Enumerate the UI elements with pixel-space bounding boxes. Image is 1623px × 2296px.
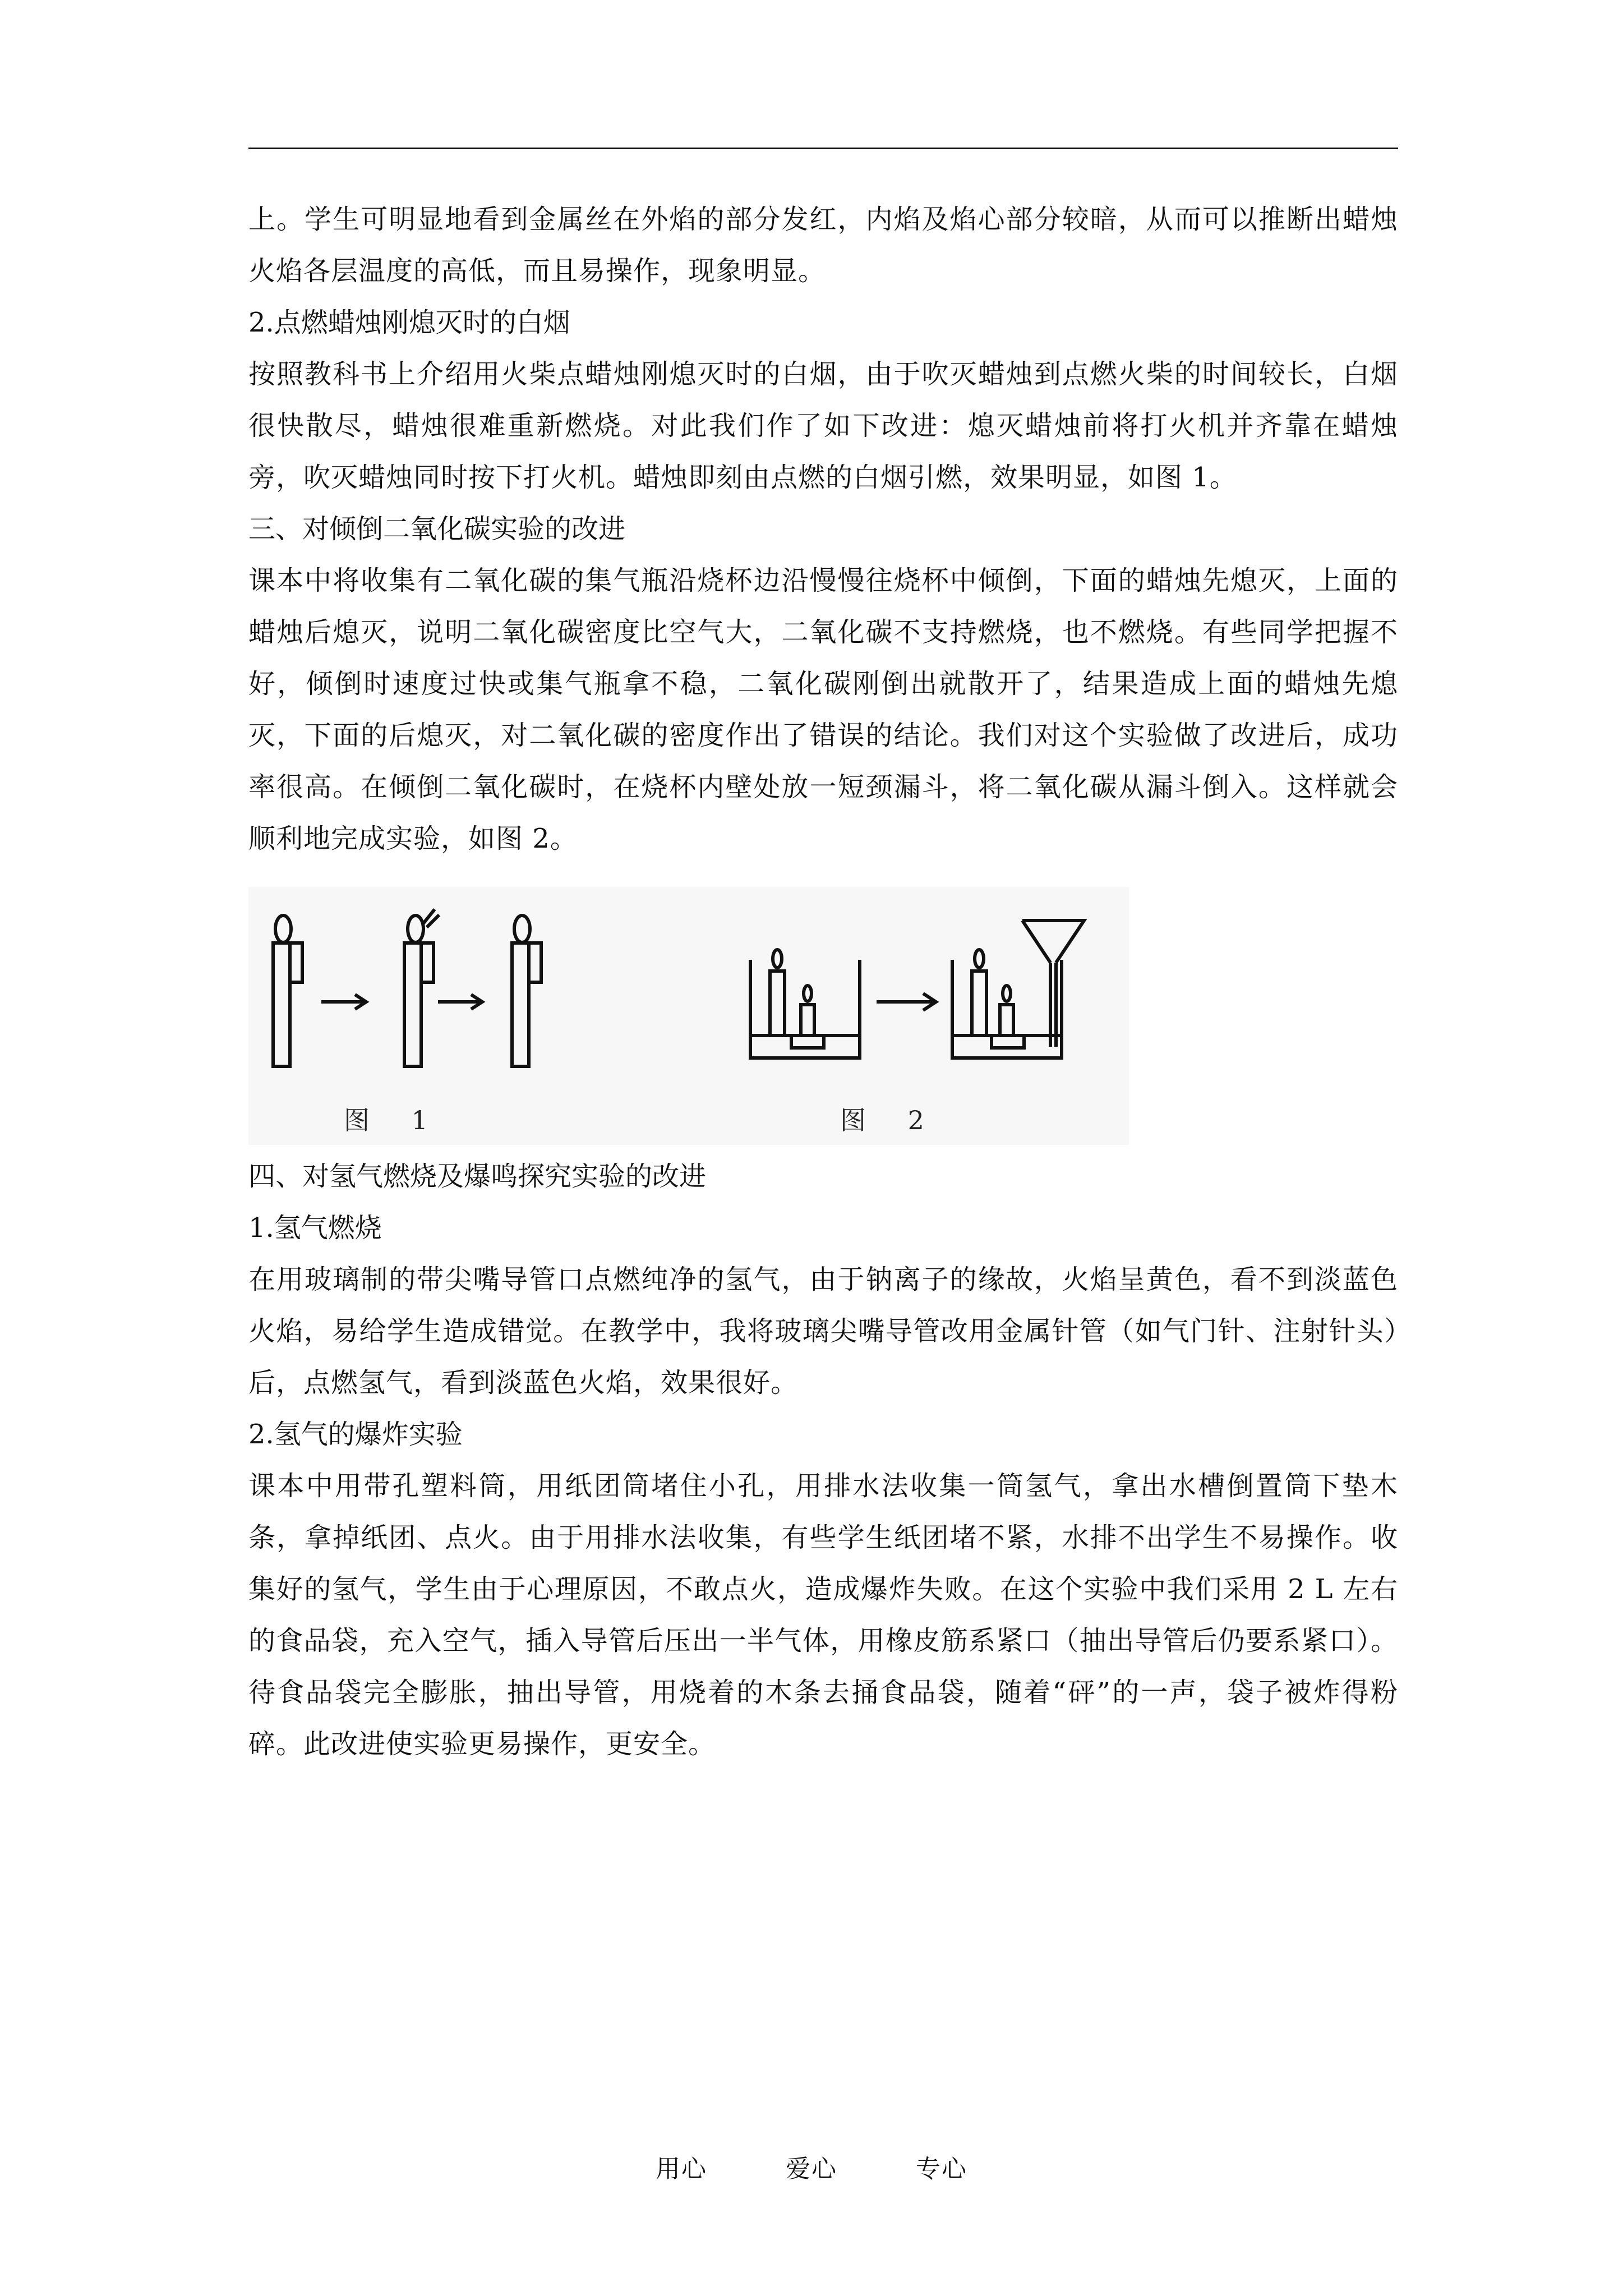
- section-heading-hydrogen: 四、对氢气燃烧及爆鸣探究实验的改进: [248, 1161, 707, 1192]
- paragraph-4: 在用玻璃制的带尖嘴导管口点燃纯净的氢气，由于钠离子的缘故，火焰呈黄色，看不到淡蓝色火焰，易给学生造成错觉。在教学中，我将玻璃尖嘴导管改用金属针管（如气门针、注射针头）后，点燃氢气，看到淡蓝色火焰，效果很好。: [248, 1264, 1398, 1398]
- paragraph-5: 课本中用带孔塑料筒，用纸团筒堵住小孔，用排水法收集一筒氢气，拿出水槽倒置筒下垫木条，拿掉纸团、点火。由于用排水法收集，有些学生纸团堵不紧，水排不出学生不易操作。收集好的氢气，学生由于心理原因，不敢点火，造成爆炸失败。在这个实验中我们采用 2 L 左右的食品袋，充入空气，插入导管后压出一半气体，用橡皮筋系紧口（抽出导管后仍要系紧口）。待食品袋完全膨胀，抽出导管，用烧着的木条去捅食品袋，随着“砰”的一声，袋子被炸得粉碎。此改进使实验更易操作，更安全。: [248, 1470, 1398, 1760]
- figure-2-diagram: [750, 921, 1084, 1058]
- subheading-hydrogen-explosion: 2.氢气的爆炸实验: [248, 1419, 463, 1450]
- paragraph-1: 上。学生可明显地看到金属丝在外焰的部分发红，内焰及焰心部分较暗，从而可以推断出蜡烛火焰各层温度的高低，而且易操作，现象明显。: [248, 204, 1398, 287]
- subheading-white-smoke: 2.点燃蜡烛刚熄灭时的白烟: [248, 307, 570, 338]
- page-footer: [0, 2148, 1623, 2184]
- subheading-hydrogen-burning: 1.氢气燃烧: [248, 1212, 382, 1244]
- footer-item-1: 用心: [656, 2155, 707, 2183]
- figures-1-2: [248, 887, 1129, 1145]
- header-rule: [248, 148, 1398, 149]
- paragraph-2: 按照教科书上介绍用火柴点蜡烛刚熄灭时的白烟，由于吹灭蜡烛到点燃火柴的时间较长，白烟很快散尽，蜡烛很难重新燃烧。对此我们作了如下改进：熄灭蜡烛前将打火机并齐靠在蜡烛旁，吹灭蜡烛同时按下打火机。蜡烛即刻由点燃的白烟引燃，效果明显，如图 1。: [248, 358, 1398, 493]
- footer-item-3: 专心: [916, 2155, 967, 2183]
- figure-1-diagram: [273, 909, 541, 1066]
- section-heading-co2: 三、对倾倒二氧化碳实验的改进: [248, 513, 626, 545]
- figure-1-caption: 图 1: [344, 1105, 445, 1135]
- figure-2-caption: 图 2: [840, 1105, 941, 1135]
- document-body: [248, 194, 1398, 1770]
- footer-item-2: 爱心: [786, 2155, 837, 2183]
- paragraph-3: 课本中将收集有二氧化碳的集气瓶沿烧杯边沿慢慢往烧杯中倾倒，下面的蜡烛先熄灭，上面的蜡烛后熄灭，说明二氧化碳密度比空气大，二氧化碳不支持燃烧，也不燃烧。有些同学把握不好，倾倒时速度过快或集气瓶拿不稳，二氧化碳刚倒出就散开了，结果造成上面的蜡烛先熄灭，下面的后熄灭，对二氧化碳的密度作出了错误的结论。我们对这个实验做了改进后，成功率很高。在倾倒二氧化碳时，在烧杯内壁处放一短颈漏斗，将二氧化碳从漏斗倒入。这样就会顺利地完成实验，如图 2。: [248, 565, 1398, 854]
